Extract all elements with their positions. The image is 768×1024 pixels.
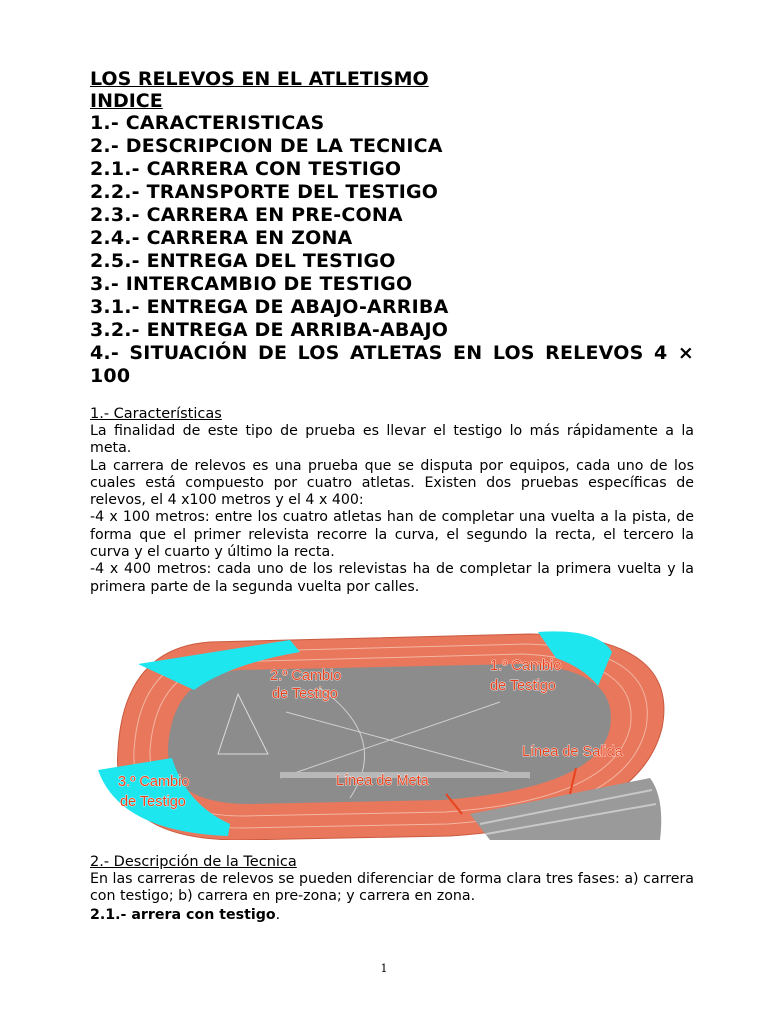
paragraph: -4 x 400 metros: cada uno de los relevistas ha de completar la primera vuelta y la primera parte de la segunda vuelta por calles.: [90, 561, 694, 595]
toc-item: 2.4.- CARRERA EN ZONA: [90, 227, 353, 249]
toc-item: 3.2.- ENTREGA DE ARRIBA-ABAJO: [90, 319, 449, 341]
toc-item: 2.2.- TRANSPORTE DEL TESTIGO: [90, 181, 439, 203]
subsection-text: 2.1.- arrera con testigo: [90, 906, 276, 923]
label-change-2: 2.º Cambio: [270, 668, 342, 684]
toc-item: 3.1.- ENTREGA DE ABAJO-ARRIBA: [90, 296, 449, 318]
toc-item: 2.1.- CARRERA CON TESTIGO: [90, 158, 402, 180]
subsection-heading: [90, 906, 694, 924]
label-change-3: 3.º Cambio: [118, 774, 190, 790]
table-of-contents: [90, 112, 694, 388]
section-characteristics: [90, 405, 694, 596]
toc-item: 2.5.- ENTREGA DEL TESTIGO: [90, 250, 396, 272]
label-change-3: de Testigo: [120, 794, 186, 810]
page-number: 1: [380, 962, 388, 975]
label-finish-line: Línea de Meta: [336, 773, 429, 789]
label-change-1: 1.º Cambio: [490, 658, 562, 674]
label-change-1: de Testigo: [490, 678, 556, 694]
track-illustration: [90, 628, 680, 840]
paragraph: La finalidad de este tipo de prueba es llevar el testigo lo más rápidamente a la meta.: [90, 423, 694, 457]
paragraph: La carrera de relevos es una prueba que se disputa por equipos, cada uno de los cuales está compuesto por cuatro atletas. Existen dos pruebas específicas de relevos, el 4 x100 metros y el 4 x 400:: [90, 457, 694, 509]
label-start-line: Línea de Salida: [522, 744, 623, 760]
document-body: [90, 68, 694, 596]
paragraph: En las carreras de relevos se pueden diferenciar de forma clara tres fases: a) carrera con testigo; b) carrera en pre-zona; y carrera en zona.: [90, 871, 694, 905]
index-heading: INDICE: [90, 90, 163, 112]
toc-item: 2.- DESCRIPCION DE LA TECNICA: [90, 135, 443, 157]
toc-item: 2.3.- CARRERA EN PRE-CONA: [90, 204, 403, 226]
label-change-2: de Testigo: [272, 686, 338, 702]
section-technique: [90, 853, 694, 924]
toc-item: 1.- CARACTERISTICAS: [90, 112, 325, 134]
document-title: LOS RELEVOS EN EL ATLETISMO: [90, 68, 429, 90]
paragraph: -4 x 100 metros: entre los cuatro atletas han de completar una vuelta a la pista, de forma que el primer relevista recorre la curva, el segundo la recta, el tercero la curva y el cuarto y último la recta.: [90, 509, 694, 561]
section-heading: 1.- Características: [90, 406, 222, 422]
toc-item: 4.- SITUACIÓN DE LOS ATLETAS EN LOS RELEVOS 4 × 100: [90, 342, 694, 387]
subsection-period: .: [275, 906, 281, 923]
relay-track-figure: [90, 628, 680, 840]
section-heading: 2.- Descripción de la Tecnica: [90, 854, 297, 870]
toc-item: 3.- INTERCAMBIO DE TESTIGO: [90, 273, 413, 295]
